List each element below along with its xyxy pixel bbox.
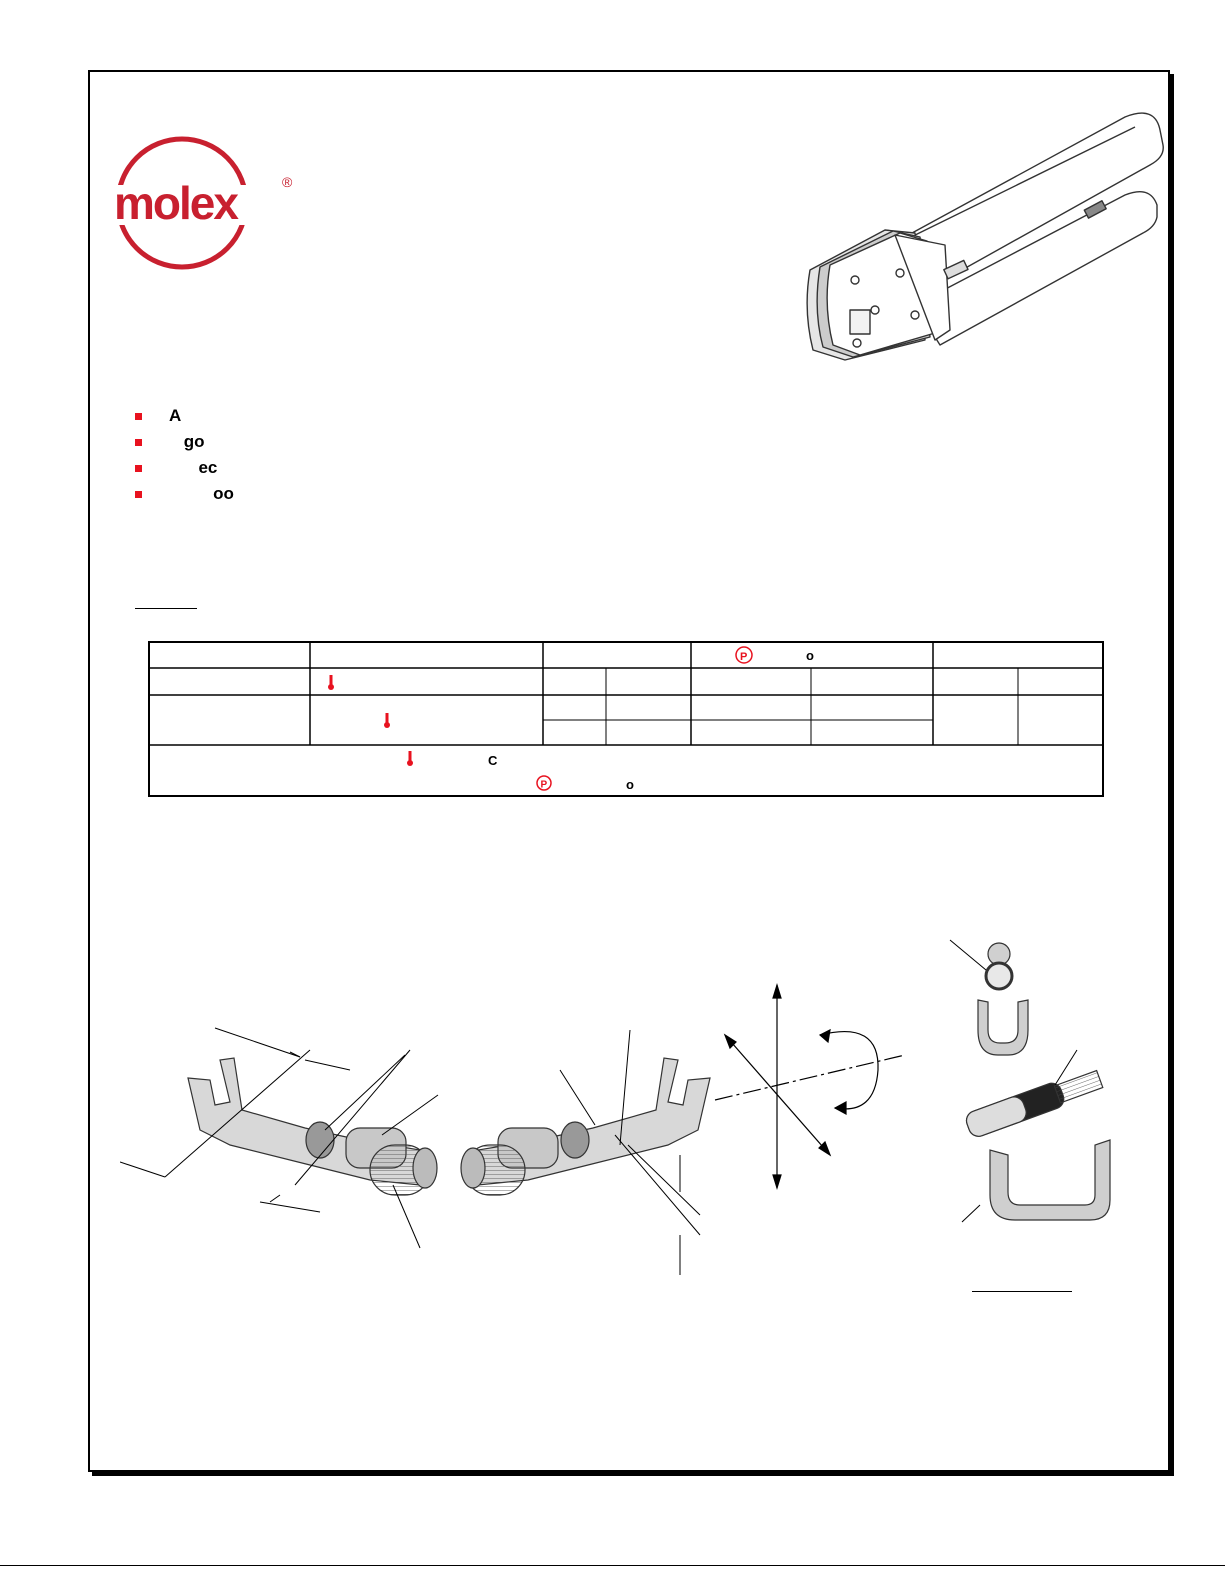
feature-text: go	[179, 432, 205, 451]
red-square-bullet-icon	[135, 413, 142, 420]
table-note-line2: o	[626, 777, 634, 792]
pressure-icon	[736, 647, 752, 663]
red-square-bullet-icon	[135, 491, 142, 498]
pressure-icon	[537, 776, 551, 791]
feature-text: oo	[199, 484, 234, 503]
logo-wordmark: molex	[114, 177, 237, 229]
terminal-figures	[120, 930, 1120, 1300]
figure-caption-underline	[972, 1291, 1072, 1292]
table-header-text: o	[806, 648, 814, 663]
thermometer-icon	[407, 751, 413, 766]
molex-logo-graphic	[110, 135, 310, 275]
red-square-bullet-icon	[135, 439, 142, 446]
feature-text: A	[169, 406, 182, 425]
thermometer-icon	[384, 713, 390, 728]
bottom-rule	[0, 1565, 1225, 1566]
section-heading-underline	[135, 608, 197, 609]
svg-text:P: P	[540, 779, 548, 791]
spec-table	[148, 641, 1104, 797]
svg-text:P: P	[740, 651, 748, 663]
feature-text: ec	[189, 458, 218, 477]
registered-mark: ®	[282, 174, 293, 190]
wire-insertion-diagram	[950, 940, 1110, 1222]
terminal-side-view-right	[461, 1058, 710, 1195]
table-note-line1: C	[488, 753, 498, 768]
red-square-bullet-icon	[135, 465, 142, 472]
bend-axis-diagram	[715, 985, 905, 1188]
terminal-drawings	[120, 930, 1120, 1300]
terminal-side-view-left	[188, 1058, 437, 1195]
crimp-tool-image	[795, 105, 1170, 375]
thermometer-icon	[328, 675, 334, 690]
molex-logo	[110, 135, 310, 275]
crimp-tool-illustration	[795, 105, 1170, 375]
spec-table-grid	[148, 641, 1104, 797]
